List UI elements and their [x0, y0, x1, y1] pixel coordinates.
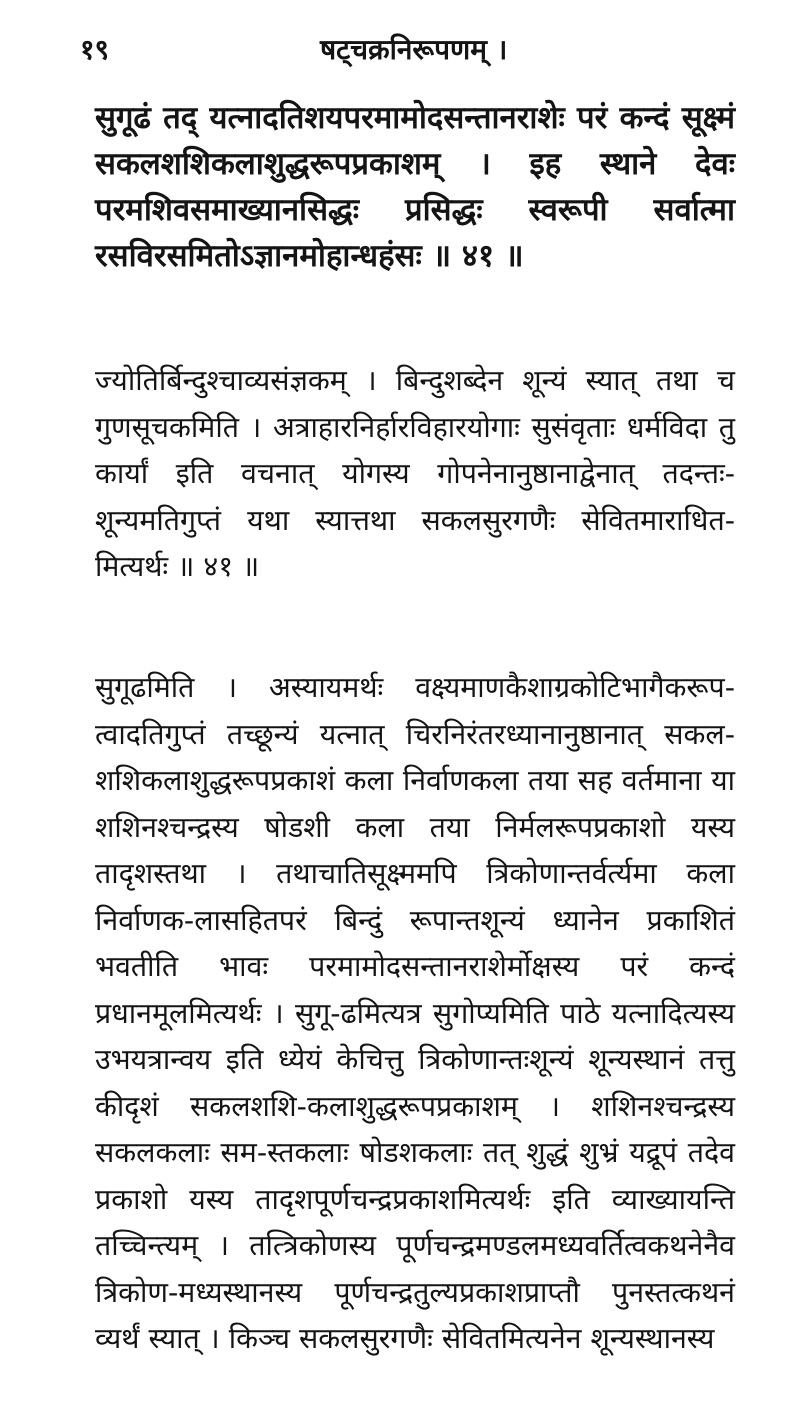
verse-block: सुगूढं तद् यत्नादतिशयपरमामोदसन्तानराशेः परं कन्दं सूक्ष्मं सकलशशिकलाशुद्धरूपप्रकाशम् । इह स्थाने देवः परमशिवसमाख्यानसिद्धः प्रसिद्धः स्वरूपी सर्वात्मा रसविरसमितोऽज्ञानमोहान्धहंसः ॥ ४१ ॥: [95, 100, 735, 274]
commentary-paragraph-2: सुगूढमिति । अस्यायमर्थः वक्ष्यमाणकैशाग्रकोटिभागैकरूप-त्वादतिगुप्तं तच्छून्यं यत्नात् चिरनिरंतरध्यानानुष्ठानात् सकल-शशिकलाशुद्धरूपप्रकाशं कला निर्वाणकला तया सह वर्तमाना या शशिनश्चन्द्रस्य षोडशी कला तया निर्मलरूपप्रकाशो यस्य तादृशस्तथा । तथाचातिसूक्ष्ममपि त्रिकोणान्तर्वर्त्यमा कला निर्वाणक-लासहितपरं बिन्दुं रूपान्तशून्यं ध्यानेन प्रकाशितं भवतीति भावः परमामोदसन्तानराशेर्मोक्षस्य परं कन्दं प्रधानमूलमित्यर्थः । सुगू-ढमित्यत्र सुगोप्यमिति पाठे यत्नादित्यस्य उभयत्रान्वय इति ध्येयं केचित्तु त्रिकोणान्तःशून्यं शून्यस्थानं तत्तु कीदृशं सकलशशि-कलाशुद्धरूपप्रकाशम् । शशिनश्चन्द्रस्य सकलकलाः सम-स्तकलाः षोडशकलाः तत् शुद्धं शुभ्रं यद्रूपं तदेव प्रकाशो यस्य तादृशपूर्णचन्द्रप्रकाशमित्यर्थः इति व्याख्यायन्ति तच्चिन्त्यम् । तत्त्रिकोणस्य पूर्णचन्द्रमण्डलमध्यवर्तित्वकथनेनैव त्रिकोण-मध्यस्थानस्य पूर्णचन्द्रतुल्यप्रकाशप्राप्तौ पुनस्तत्कथनं व्यर्थं स्यात् । किञ्च सकलसुरगणैः सेवितमित्यनेन शून्यस्थानस्य: [95, 671, 735, 1355]
page-number: १९: [80, 33, 110, 66]
page-header: [0, 30, 800, 70]
commentary-paragraph-1: ज्योतिर्बिन्दुश्चाव्यसंज्ञकम् । बिन्दुशब्देन शून्यं स्यात् तथा च गुणसूचकमिति । अत्राहारनिर्हारविहारयोगाः सुसंवृताः धर्मविदा तु कार्यां इति वचनात् योगस्य गोपनेनानुष्ठानाद्वेनात् तदन्तः-शून्यमतिगुप्तं यथा स्यात्तथा सकलसुरगणैः सेवितमाराधित-मित्यर्थः ॥ ४१ ॥: [95, 364, 735, 583]
running-title: षट्चक्रनिरूपणम् ।: [320, 33, 508, 66]
